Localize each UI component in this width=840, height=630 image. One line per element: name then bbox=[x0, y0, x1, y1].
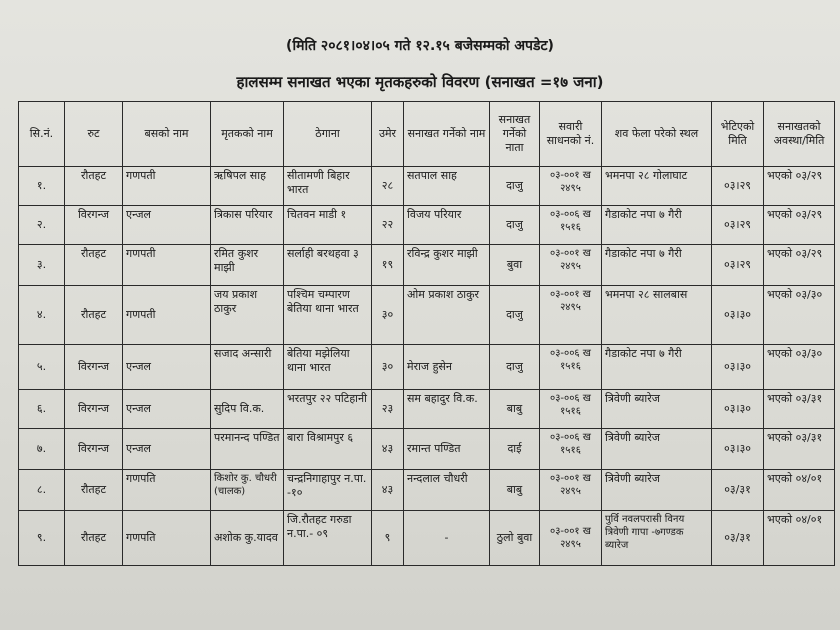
cell-place: त्रिवेणी ब्यारेज bbox=[602, 470, 712, 511]
cell-relation: बाबु bbox=[490, 470, 540, 511]
cell-address: चितवन माडी १ bbox=[284, 206, 372, 245]
table-row bbox=[19, 511, 835, 566]
cell-found-date: ०३।३० bbox=[712, 390, 764, 429]
cell-name: किशोर कु. चौधरी (चालक) bbox=[211, 470, 284, 511]
cell-age: ४३ bbox=[372, 429, 404, 470]
cell-name: रमित कुशर माझी bbox=[211, 245, 284, 286]
cell-name: सजाद अन्सारी bbox=[211, 345, 284, 390]
cell-found-date: ०३।२९ bbox=[712, 167, 764, 206]
cell-place: भमनपा २८ सालबास bbox=[602, 286, 712, 345]
cell-identifier: रमान्त पण्डित bbox=[404, 429, 490, 470]
cell-vehicle: ०३-००६ ख १५१६ bbox=[540, 345, 602, 390]
cell-vehicle: ०३-००१ ख २४९५ bbox=[540, 167, 602, 206]
cell-relation: बुवा bbox=[490, 245, 540, 286]
cell-route: रौतहट bbox=[65, 167, 123, 206]
column-header: सनाखत गर्नेको नाता bbox=[490, 102, 540, 167]
column-header: सवारी साधनको नं. bbox=[540, 102, 602, 167]
cell-age: १९ bbox=[372, 245, 404, 286]
cell-relation: दाजु bbox=[490, 206, 540, 245]
cell-address: भरतपुर २२ पटिहानी bbox=[284, 390, 372, 429]
cell-name: जय प्रकाश ठाकुर bbox=[211, 286, 284, 345]
cell-bus: गणपती bbox=[123, 167, 211, 206]
cell-name: परमानन्द पण्डित bbox=[211, 429, 284, 470]
cell-address: जि.रौतहट गरुडा न.पा.- ०९ bbox=[284, 511, 372, 566]
column-header: शव फेला परेको स्थल bbox=[602, 102, 712, 167]
cell-vehicle: ०३-००१ ख २४९५ bbox=[540, 245, 602, 286]
table-row bbox=[19, 167, 835, 206]
cell-age: ३० bbox=[372, 286, 404, 345]
cell-address: बारा विश्रामपुर ६ bbox=[284, 429, 372, 470]
cell-vehicle: ०३-००१ ख २४९५ bbox=[540, 470, 602, 511]
cell-identifier: सतपाल साह bbox=[404, 167, 490, 206]
cell-sn: ६. bbox=[19, 390, 65, 429]
table-row bbox=[19, 470, 835, 511]
cell-relation: दाजु bbox=[490, 167, 540, 206]
column-header: सनाखत गर्नेको नाम bbox=[404, 102, 490, 167]
cell-route: रौतहट bbox=[65, 470, 123, 511]
column-header: भेटिएको मिति bbox=[712, 102, 764, 167]
table-row bbox=[19, 390, 835, 429]
cell-route: रौतहट bbox=[65, 511, 123, 566]
table-row bbox=[19, 429, 835, 470]
cell-vehicle: ०३-००६ ख १५१६ bbox=[540, 390, 602, 429]
cell-sn: १. bbox=[19, 167, 65, 206]
cell-sn: ५. bbox=[19, 345, 65, 390]
column-header: बसको नाम bbox=[123, 102, 211, 167]
cell-bus: एन्जल bbox=[123, 345, 211, 390]
cell-identifier: ओम प्रकाश ठाकुर bbox=[404, 286, 490, 345]
cell-age: ४३ bbox=[372, 470, 404, 511]
cell-vehicle: ०३-००१ ख २४९५ bbox=[540, 286, 602, 345]
cell-name: अशोक कु.यादव bbox=[211, 511, 284, 566]
cell-identifier: विजय परियार bbox=[404, 206, 490, 245]
cell-address: चन्द्रनिगाहापुर न.पा. -१० bbox=[284, 470, 372, 511]
table-header-row bbox=[19, 102, 835, 167]
cell-route: विरगन्ज bbox=[65, 390, 123, 429]
cell-place: त्रिवेणी ब्यारेज bbox=[602, 390, 712, 429]
cell-age: २३ bbox=[372, 390, 404, 429]
cell-place: गैडाकोट नपा ७ गैरी bbox=[602, 206, 712, 245]
cell-vehicle: ०३-००६ ख १५१६ bbox=[540, 429, 602, 470]
cell-sn: ३. bbox=[19, 245, 65, 286]
cell-address: सर्लाही बरथहवा ३ bbox=[284, 245, 372, 286]
cell-status: भएको ०३/२९ bbox=[764, 245, 835, 286]
column-header: सनाखतको अवस्था/मिति bbox=[764, 102, 835, 167]
column-header: ठेगाना bbox=[284, 102, 372, 167]
cell-status: भएको ०३/२९ bbox=[764, 167, 835, 206]
cell-identifier: नन्दलाल चौधरी bbox=[404, 470, 490, 511]
update-line: (मिति २०८१।०४।०५ गते १२.१५ बजेसम्मको अपडेट) bbox=[286, 38, 554, 54]
cell-place: भमनपा २८ गोलाघाट bbox=[602, 167, 712, 206]
cell-name: सुदिप वि.क. bbox=[211, 390, 284, 429]
table-row bbox=[19, 245, 835, 286]
cell-identifier: सम बहादुर वि.क. bbox=[404, 390, 490, 429]
column-header: रुट bbox=[65, 102, 123, 167]
cell-status: भएको ०४/०१ bbox=[764, 511, 835, 566]
cell-relation: दाई bbox=[490, 429, 540, 470]
cell-sn: ७. bbox=[19, 429, 65, 470]
casualty-table bbox=[18, 101, 835, 566]
cell-sn: ८. bbox=[19, 470, 65, 511]
cell-status: भएको ०३/३० bbox=[764, 345, 835, 390]
cell-age: ३० bbox=[372, 345, 404, 390]
cell-address: पश्चिम चम्पारण बेतिया थाना भारत bbox=[284, 286, 372, 345]
table-row bbox=[19, 345, 835, 390]
cell-status: भएको ०३/३० bbox=[764, 286, 835, 345]
cell-identifier: रविन्द्र कुशर माझी bbox=[404, 245, 490, 286]
cell-found-date: ०३/३१ bbox=[712, 470, 764, 511]
cell-bus: एन्जल bbox=[123, 206, 211, 245]
cell-age: २२ bbox=[372, 206, 404, 245]
cell-age: ९ bbox=[372, 511, 404, 566]
cell-route: रौतहट bbox=[65, 245, 123, 286]
cell-found-date: ०३।३० bbox=[712, 286, 764, 345]
cell-age: २८ bbox=[372, 167, 404, 206]
cell-bus: गणपती bbox=[123, 286, 211, 345]
cell-identifier: - bbox=[404, 511, 490, 566]
cell-bus: एन्जल bbox=[123, 429, 211, 470]
cell-found-date: ०३/३१ bbox=[712, 511, 764, 566]
column-header: सि.नं. bbox=[19, 102, 65, 167]
table-row bbox=[19, 286, 835, 345]
cell-status: भएको ०३/३१ bbox=[764, 390, 835, 429]
cell-bus: गणपति bbox=[123, 470, 211, 511]
cell-bus: गणपती bbox=[123, 245, 211, 286]
cell-place: गैडाकोट नपा ७ गैरी bbox=[602, 345, 712, 390]
cell-place: त्रिवेणी ब्यारेज bbox=[602, 429, 712, 470]
document-title: हालसम्म सनाखत भएका मृतकहरुको विवरण (सनाखत =१७ जना) bbox=[236, 73, 604, 91]
cell-found-date: ०३।२९ bbox=[712, 245, 764, 286]
cell-sn: २. bbox=[19, 206, 65, 245]
cell-route: विरगन्ज bbox=[65, 345, 123, 390]
cell-identifier: मेराज हुसेन bbox=[404, 345, 490, 390]
cell-name: ऋषिपल साह bbox=[211, 167, 284, 206]
cell-route: विरगन्ज bbox=[65, 206, 123, 245]
cell-relation: बाबु bbox=[490, 390, 540, 429]
cell-found-date: ०३।३० bbox=[712, 429, 764, 470]
cell-relation: दाजु bbox=[490, 286, 540, 345]
cell-vehicle: ०३-००१ ख २४९५ bbox=[540, 511, 602, 566]
cell-found-date: ०३।३० bbox=[712, 345, 764, 390]
cell-address: सीतामणी बिहार भारत bbox=[284, 167, 372, 206]
cell-status: भएको ०४/०१ bbox=[764, 470, 835, 511]
cell-relation: ठुलो बुवा bbox=[490, 511, 540, 566]
cell-relation: दाजु bbox=[490, 345, 540, 390]
cell-address: बेतिया मझेलिया थाना भारत bbox=[284, 345, 372, 390]
cell-status: भएको ०३/३१ bbox=[764, 429, 835, 470]
cell-place: पुर्वि नवलपरासी विनय त्रिवेणी गापा -७गण्डक ब्यारेज bbox=[602, 511, 712, 566]
column-header: उमेर bbox=[372, 102, 404, 167]
cell-route: विरगन्ज bbox=[65, 429, 123, 470]
cell-vehicle: ०३-००६ ख १५१६ bbox=[540, 206, 602, 245]
table-row bbox=[19, 206, 835, 245]
cell-bus: एन्जल bbox=[123, 390, 211, 429]
cell-place: गैडाकोट नपा ७ गैरी bbox=[602, 245, 712, 286]
cell-name: त्रिकास परियार bbox=[211, 206, 284, 245]
cell-sn: ९. bbox=[19, 511, 65, 566]
cell-route: रौतहट bbox=[65, 286, 123, 345]
cell-found-date: ०३।२९ bbox=[712, 206, 764, 245]
cell-status: भएको ०३/२९ bbox=[764, 206, 835, 245]
column-header: मृतकको नाम bbox=[211, 102, 284, 167]
cell-sn: ४. bbox=[19, 286, 65, 345]
cell-bus: गणपति bbox=[123, 511, 211, 566]
